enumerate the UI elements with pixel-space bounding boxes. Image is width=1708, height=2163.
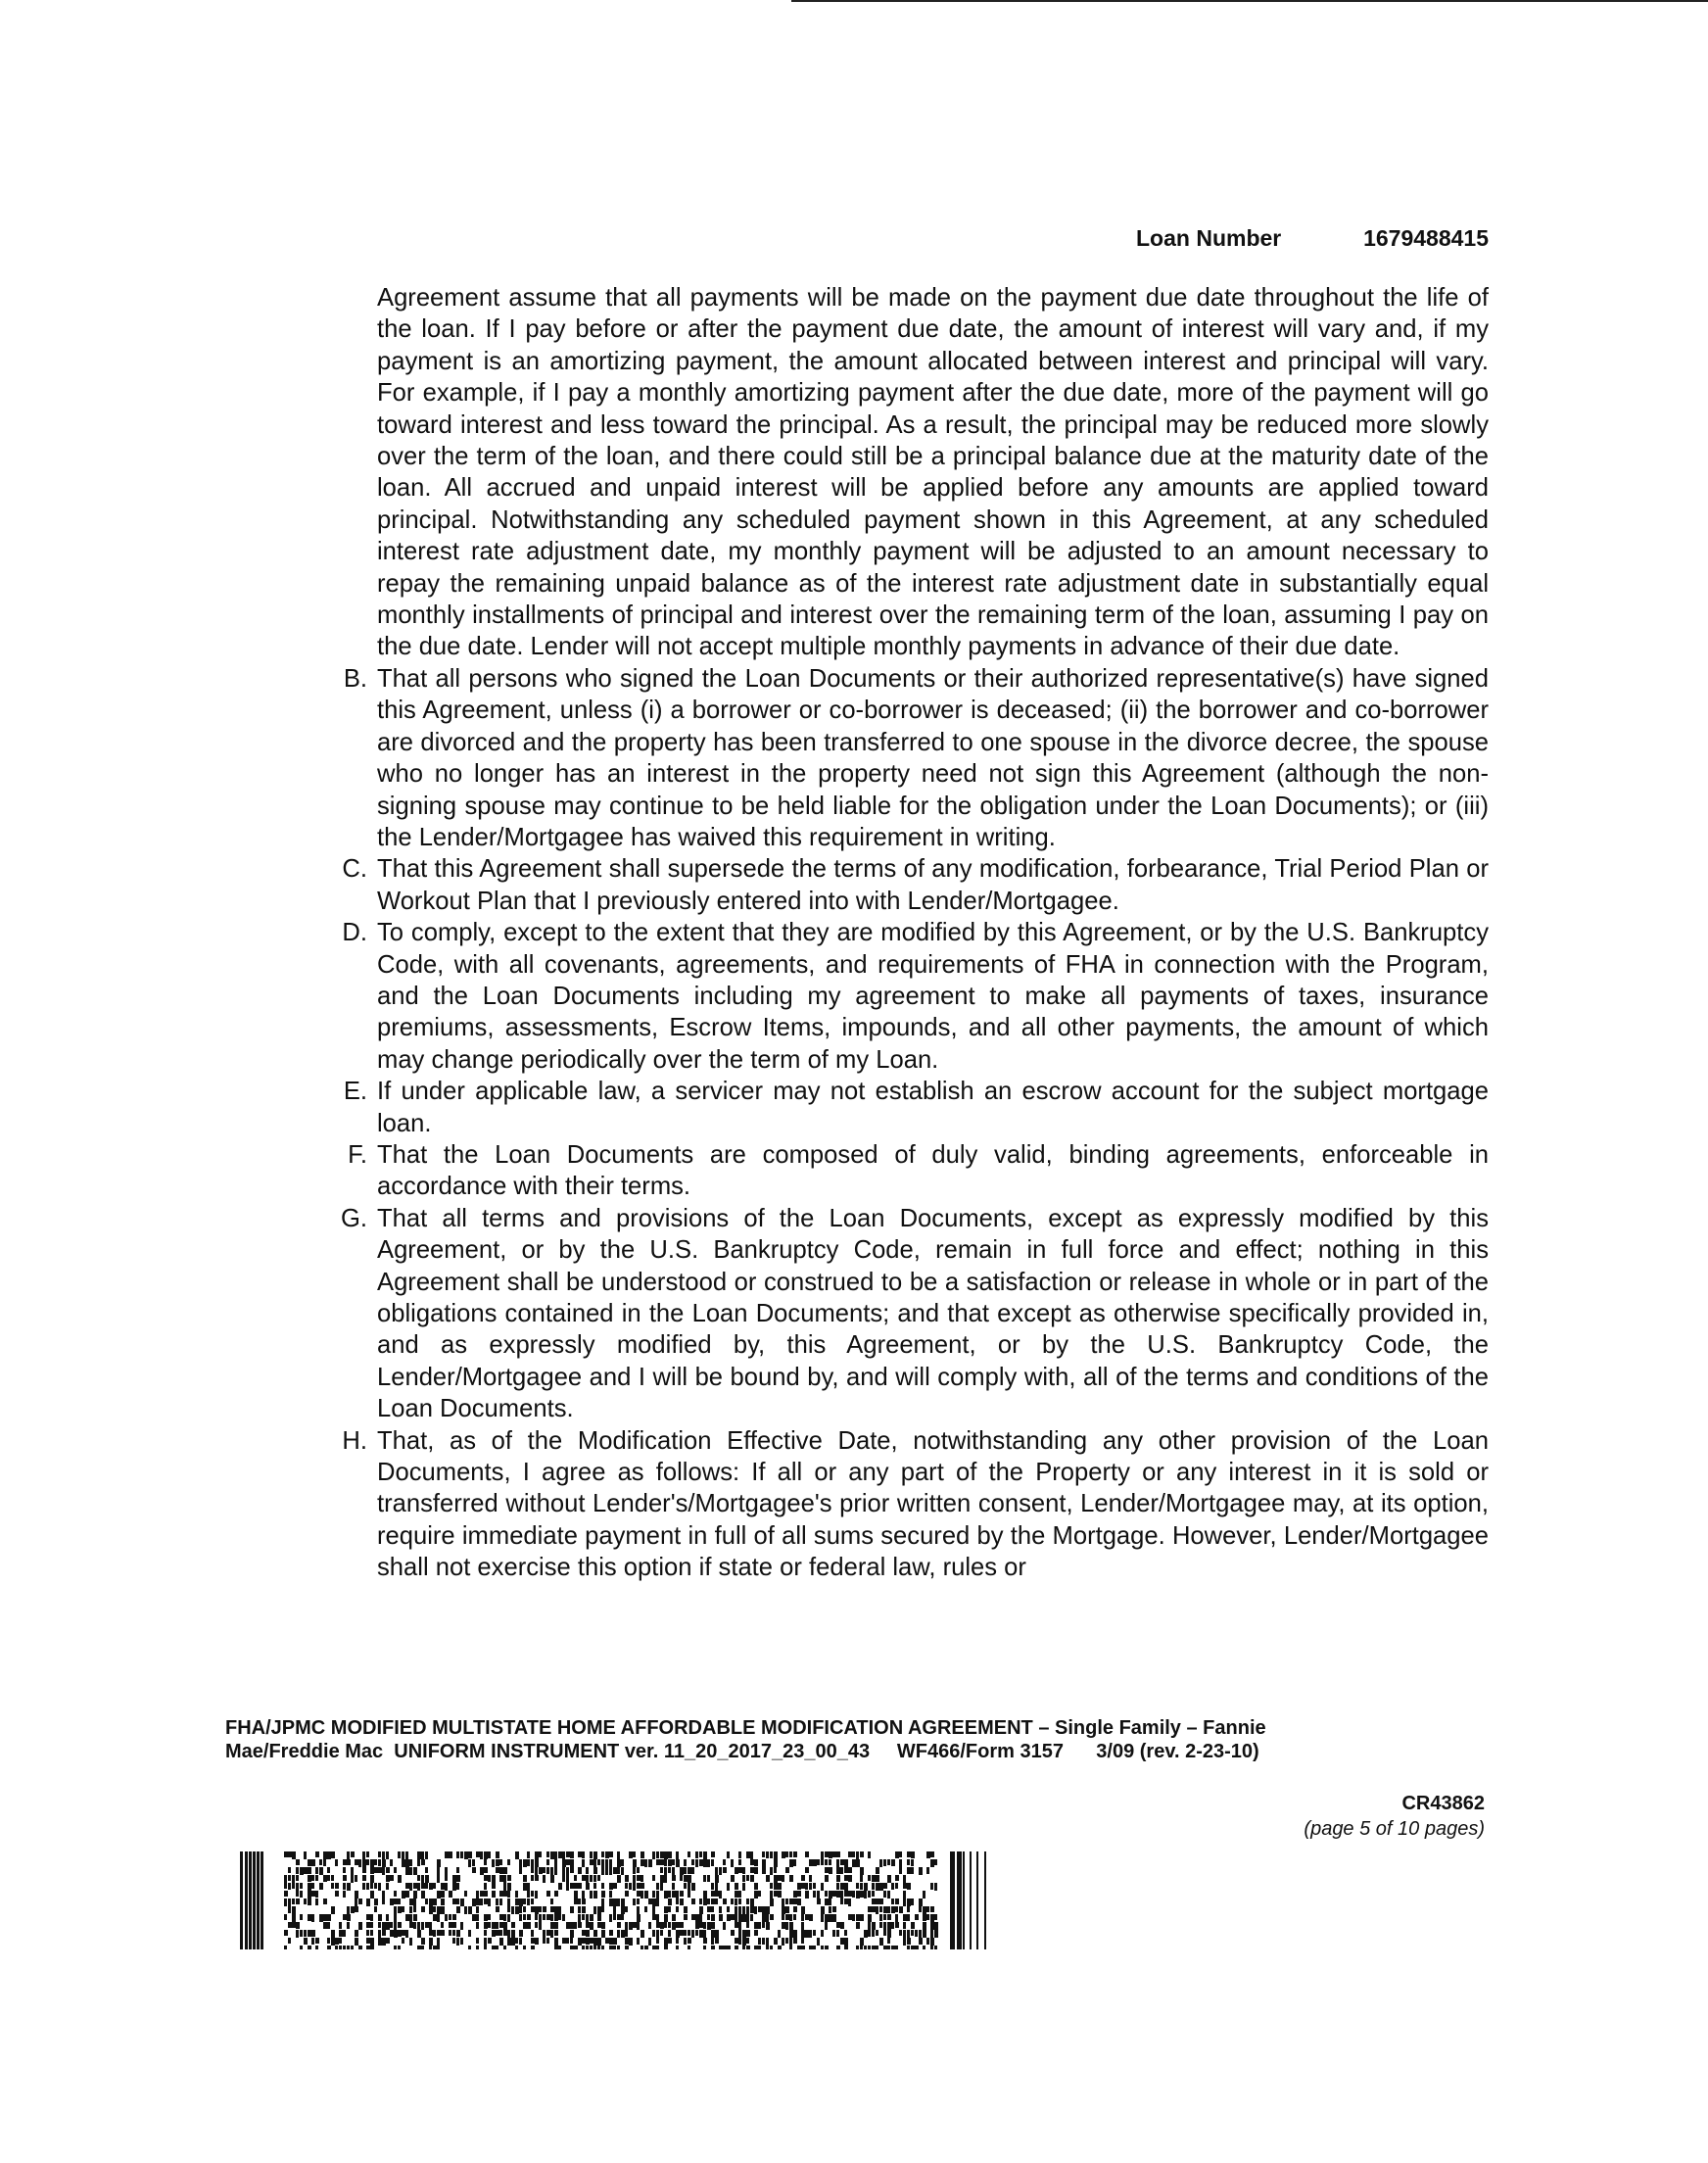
list-item-letter: B. xyxy=(343,664,367,693)
list-item-text: If under applicable law, a servicer may not establish an escrow account for the subject mortgage loan. xyxy=(377,1078,1489,1137)
list-item-letter: C. xyxy=(342,855,367,884)
list-item-g xyxy=(328,1203,1489,1425)
list-item-letter: G. xyxy=(340,1204,367,1232)
intro-paragraph-text: Agreement assume that all payments will be made on the payment due date throughout the life of the loan. If I pay before or after the payment due date, the amount of interest will vary and, if my payment is an amortizing payment, the amount allocated between interest and principal will vary. For example, if I pay a monthly amortizing payment after the due date, more of the payment will go toward interest and less toward the principal. As a result, the principal may be reduced more slowly over the term of the loan, and there could still be a principal balance due at the maturity date of the loan. All accrued and unpaid interest will be applied before any amounts are applied toward principal. Notwithstanding any scheduled payment shown in this Agreement, at any scheduled interest rate adjustment date, my monthly payment will be adjusted to an amount necessary to repay the remaining unpaid balance as of the interest rate adjustment date in substantially equal monthly installments of principal and interest over the remaining term of the loan, assuming I pay on the due date. Lender will not accept multiple monthly payments in advance of their due date. xyxy=(377,284,1489,661)
list-item-d xyxy=(328,917,1489,1076)
list-item-h xyxy=(328,1425,1489,1584)
list-item-text: That the Loan Documents are composed of duly valid, binding agreements, enforceable in accordance with their terms. xyxy=(377,1140,1489,1201)
loan-number-label: Loan Number xyxy=(1136,225,1282,251)
loan-number-header xyxy=(1136,225,1489,252)
barcode-image xyxy=(240,1851,1023,1949)
list-item-letter: H. xyxy=(342,1426,367,1455)
top-border-line xyxy=(791,0,1708,2)
list-item-letter: F. xyxy=(348,1140,367,1169)
intro-paragraph xyxy=(328,282,1489,663)
loan-number-value: 1679488415 xyxy=(1363,225,1489,251)
list-item-e xyxy=(328,1076,1489,1139)
footer-title-line-2: Mae/Freddie Mac UNIFORM INSTRUMENT ver. 11_20_2017_23_00_43 WF466/Form 3157 3/09 (rev. 2-23-10) xyxy=(225,1741,1259,1762)
agreement-body xyxy=(328,282,1489,1584)
list-item-text: That, as of the Modification Effective Date, notwithstanding any other provision of the Loan Documents, I agree as follows: If all or any part of the Property or any interest in it is sold or transferred without Lender's/Mortgagee's prior written consent, Lender/Mortgagee may, at its option, require immediate payment in full of all sums secured by the Mortgage. However, Lender/Mortgagee shall not exercise this option if state or federal law, rules or xyxy=(377,1426,1489,1582)
footer-title-line-1: FHA/JPMC MODIFIED MULTISTATE HOME AFFORDABLE MODIFICATION AGREEMENT – Single Family – Fannie xyxy=(225,1717,1266,1739)
list-item-letter: D. xyxy=(342,919,367,947)
list-item-letter: E. xyxy=(343,1078,367,1106)
form-code: CR43862 xyxy=(1401,1793,1485,1814)
form-footer-title xyxy=(225,1716,1498,1763)
list-item-text: That this Agreement shall supersede the terms of any modification, forbearance, Trial Period Plan or Workout Plan that I previously entered into with Lender/Mortgagee. xyxy=(377,855,1489,915)
list-item-b xyxy=(328,663,1489,853)
list-item-c xyxy=(328,853,1489,917)
list-item-f xyxy=(328,1139,1489,1203)
list-item-text: That all terms and provisions of the Loan Documents, except as expressly modified by this Agreement, or by the U.S. Bankruptcy Code, remain in full force and effect; nothing in this Agreement shall be understood or construed to be a satisfaction or release in whole or in part of the obligations contained in the Loan Documents; and that except as otherwise specifically provided in, and as expressly modified by, this Agreement, or by the U.S. Bankruptcy Code, the Lender/Mortgagee and I will be bound by, and will comply with, all of the terms and conditions of the Loan Documents. xyxy=(377,1204,1489,1423)
list-item-text: To comply, except to the extent that they are modified by this Agreement, or by the U.S. Bankruptcy Code, with all covenants, agreements, and requirements of FHA in connection with the Program, and the Loan Documents including my agreement to make all payments of taxes, insurance premiums, assessments, Escrow Items, impounds, and all other payments, the amount of which may change periodically over the term of my Loan. xyxy=(377,919,1489,1074)
page-count: (page 5 of 10 pages) xyxy=(1304,1818,1485,1840)
list-item-text: That all persons who signed the Loan Documents or their authorized representative(s) have signed this Agreement, unless (i) a borrower or co-borrower is deceased; (ii) the borrower and co-borrower are divorced and the property has been transferred to one spouse in the divorce decree, the spouse who no longer has an interest in the property need not sign this Agreement (although the non-signing spouse may continue to be held liable for the obligation under the Loan Documents); or (iii) the Lender/Mortgagee has waived this requirement in writing. xyxy=(377,664,1489,851)
